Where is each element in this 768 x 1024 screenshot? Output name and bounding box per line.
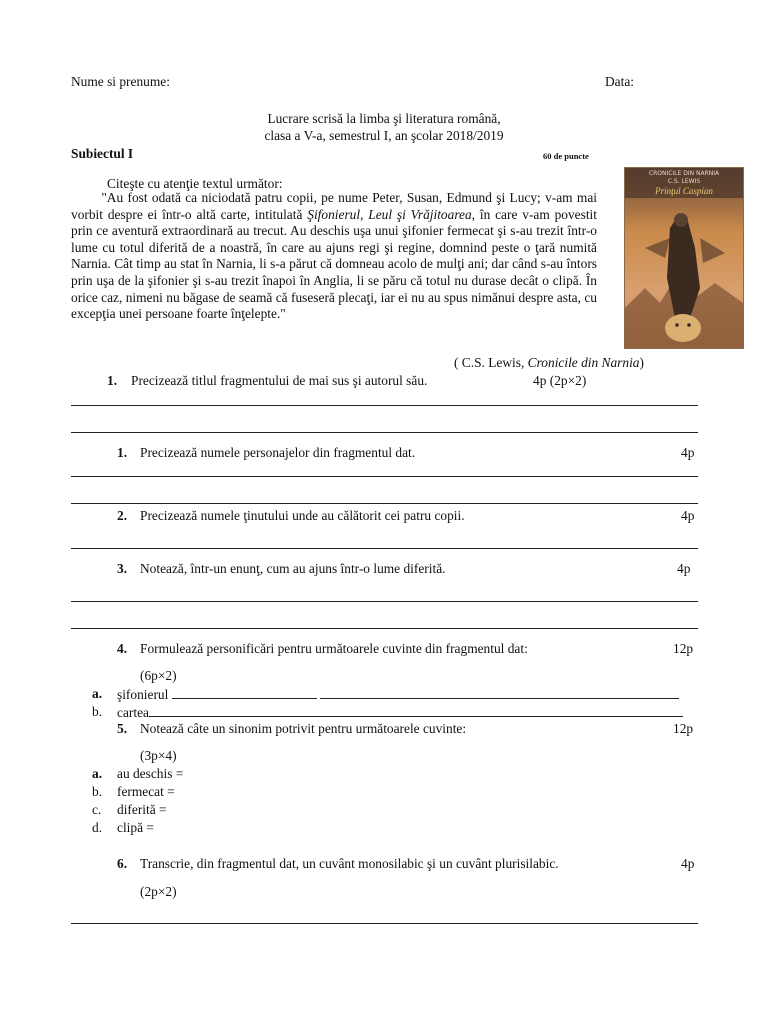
answer-line[interactable] (71, 503, 698, 504)
q5-sub-points: (3p×4) (140, 748, 177, 763)
q4-points: 12p (673, 641, 694, 656)
q4-item-a-word: şifonierul (117, 687, 169, 702)
q2-points: 4p (681, 508, 695, 523)
q1a-points: 4p (2p×2) (533, 373, 587, 388)
answer-line[interactable] (71, 548, 698, 549)
q5-item-c-word: diferită = (117, 802, 167, 817)
answer-line[interactable] (71, 628, 698, 629)
q4-item-b-letter: b. (92, 704, 103, 719)
q2-text: Precizează numele ţinutului unde au călătorit cei patru copii. (140, 508, 465, 523)
q1b-num: 1. (117, 445, 128, 460)
q1a-num: 1. (107, 373, 118, 388)
q1a-text: Precizează titlul fragmentului de mai sus şi autorul său. (131, 373, 428, 388)
q5-item-d-word: clipă = (117, 820, 154, 835)
subject-title: Subiectul I (71, 146, 134, 161)
q4-item-b-word: cartea (117, 705, 149, 720)
passage-book-title: Şifonierul, Leul şi Vrăjitoarea (307, 206, 472, 222)
passage-text-b: , în care v-am povestit prin ce aventură extraordinară au trecut. Au deschis uşa unui şifonier fermecat şi s-au trezit într-o lume cu totul diferită de a noastră, în care au ajuns regi şi regine, domnind peste o ţară numită Narnia. Cât timp au stat în Narnia, li s-a părut că domneau acolo de mulţi ani; dar când s-au întors prin uşa de la şifonier şi s-au trezit înapoi în Anglia, li se păru că totul nu durase decât o clipă. În orice caz, nimeni nu băgase de seamă că fuseseră plecaţi, iar ei nu au spus nimănui despre asta, cu excepţia unei persoane foarte înţelepte." (71, 206, 597, 322)
q6-num: 6. (117, 856, 128, 871)
q3-num: 3. (117, 561, 128, 576)
q5-item-c-letter: c. (92, 802, 102, 817)
passage-text (71, 190, 597, 323)
source-suffix: ) (639, 355, 644, 370)
q5-num: 5. (117, 721, 128, 736)
date-label: Data: (605, 74, 634, 89)
answer-line[interactable] (71, 923, 698, 924)
q5-item-d-letter: d. (92, 820, 103, 835)
q5-item-b-letter: b. (92, 784, 103, 799)
cover-title: Prinţul Caspian (655, 186, 713, 196)
q4-num: 4. (117, 641, 128, 656)
q6-points: 4p (681, 856, 695, 871)
answer-blank[interactable] (172, 686, 317, 699)
answer-blank[interactable] (149, 704, 683, 717)
book-cover-image (624, 167, 744, 349)
title-line-2: clasa a V-a, semestrul I, an şcolar 2018/2019 (264, 128, 504, 143)
q4-item-a (117, 686, 679, 703)
q4-item-a-letter: a. (92, 686, 103, 701)
source-prefix: ( C.S. Lewis, (454, 355, 528, 370)
answer-line[interactable] (71, 476, 698, 477)
q5-item-a-word: au deschis = (117, 766, 184, 781)
passage-text-a: "Au fost odată ca niciodată patru copii, pe nume Peter, Susan, Edmund şi Lucy; v-am mai vorbit despre ei într-o altă carte, intitulată (71, 190, 598, 222)
q6-text: Transcrie, din fragmentul dat, un cuvânt monosilabic şi un cuvânt plurisilabic. (140, 856, 559, 871)
answer-line[interactable] (71, 405, 698, 406)
answer-blank[interactable] (320, 686, 679, 699)
answer-line[interactable] (71, 601, 698, 602)
q4-sub-points: (6p×2) (140, 668, 177, 683)
q5-points: 12p (673, 721, 694, 736)
q5-item-a-letter: a. (92, 766, 103, 781)
source-title: Cronicile din Narnia (527, 355, 640, 370)
q3-text: Notează, într-un enunţ, cum au ajuns într-o lume diferită. (140, 561, 446, 576)
q5-text: Notează câte un sinonim potrivit pentru următoarele cuvinte: (140, 721, 467, 736)
q3-points: 4p (677, 561, 691, 576)
q4-item-b (117, 704, 683, 721)
subject-points: 60 de puncte (543, 151, 589, 161)
q1a-number (107, 373, 117, 389)
title-line-1: Lucrare scrisă la limba şi literatura română, (267, 111, 501, 126)
answer-line[interactable] (71, 432, 698, 433)
q4-text: Formulează personificări pentru următoarele cuvinte din fragmentul dat: (140, 641, 528, 656)
q2-num: 2. (117, 508, 128, 523)
q6-sub-points: (2p×2) (140, 884, 177, 899)
passage-intro: Citeşte cu atenţie textul următor: (107, 176, 283, 191)
cover-author: C.S. LEWIS (667, 178, 701, 185)
q1b-text: Precizează numele personajelor din fragmentul dat. (140, 445, 416, 460)
q5-item-b-word: fermecat = (117, 784, 175, 799)
q1b-points: 4p (681, 445, 695, 460)
cover-series: CRONICILE DIN NARNIA (648, 170, 720, 177)
passage-source (454, 355, 644, 371)
name-label: Nume si prenume: (71, 74, 170, 89)
